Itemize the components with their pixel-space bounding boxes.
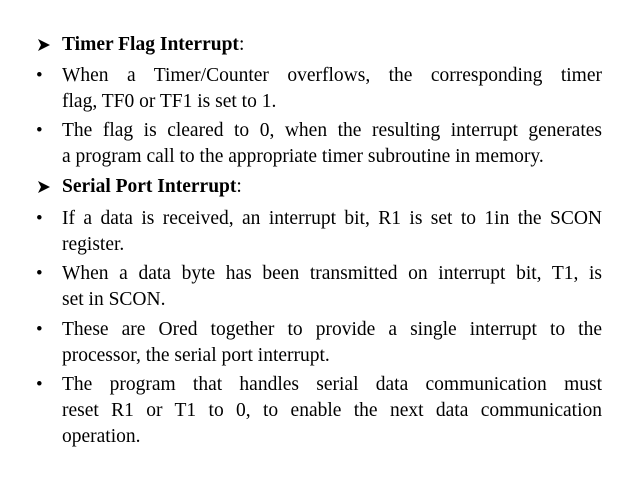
arrow-bullet-icon — [36, 32, 52, 58]
list-item-line: a program call to the appropriate timer subroutine in memory. — [62, 146, 544, 167]
bullet-dot: • — [36, 263, 43, 284]
arrow-bullet-icon — [36, 174, 52, 200]
list-item-line: When a data byte has been transmitted on interrupt bit, T1, is — [62, 263, 602, 284]
list-item — [62, 206, 602, 258]
bullet-dot: • — [36, 319, 43, 340]
bullet-dot: • — [36, 65, 43, 86]
list-item-line: When a Timer/Counter overflows, the corresponding timer — [62, 65, 602, 86]
list-item — [62, 261, 602, 313]
list-item-line: processor, the serial port interrupt. — [62, 345, 330, 366]
list-item — [62, 118, 602, 170]
list-item-line: reset R1 or T1 to 0, to enable the next data communication — [62, 400, 602, 421]
list-item-line: operation. — [62, 426, 141, 447]
list-item-line: The flag is cleared to 0, when the resulting interrupt generates — [62, 120, 602, 141]
section-heading-serial-port — [62, 174, 602, 200]
heading-colon: : — [236, 176, 242, 197]
section-heading-text: Timer Flag Interrupt — [62, 34, 239, 55]
section-heading-timer-flag — [62, 32, 602, 58]
section-heading-text: Serial Port Interrupt — [62, 176, 237, 197]
list-item-line: set in SCON. — [62, 289, 166, 310]
list-item-line: These are Ored together to provide a single interrupt to the — [62, 319, 602, 340]
list-item — [62, 63, 602, 115]
list-item-line: register. — [62, 234, 125, 255]
list-item-line: If a data is received, an interrupt bit, R1 is set to 1in the SCON — [62, 208, 602, 229]
heading-colon: : — [238, 34, 245, 55]
list-item — [62, 317, 602, 369]
bullet-dot: • — [36, 208, 43, 229]
bullet-dot: • — [36, 374, 43, 395]
bullet-dot: • — [36, 120, 43, 141]
list-item-line: flag, TF0 or TF1 is set to 1. — [62, 91, 277, 112]
list-item-line: The program that handles serial data communication must — [62, 374, 602, 395]
list-item — [62, 372, 602, 450]
